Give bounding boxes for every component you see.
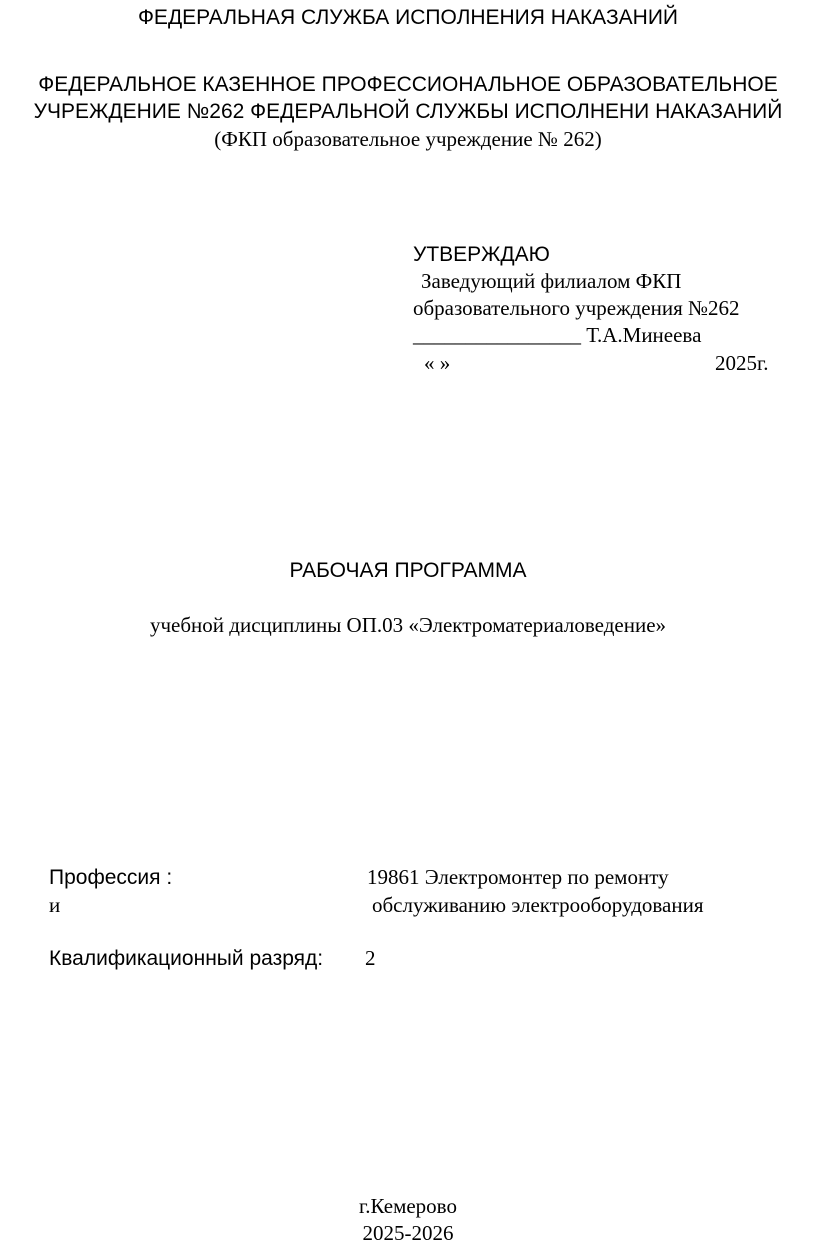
footer-city: г.Кемерово xyxy=(359,1194,457,1218)
profession-label-cont: и xyxy=(49,893,61,917)
signatory-name: Т.А.Минеева xyxy=(586,323,702,347)
approval-date-quotes: « » xyxy=(424,351,451,375)
profession-value-line1: 19861 Электромонтер по ремонту xyxy=(367,865,669,889)
qualification-value: 2 xyxy=(365,946,376,970)
profession-value-line2: обслуживанию электрооборудования xyxy=(372,893,704,917)
discipline-name: учебной дисциплины ОП.03 «Электроматериаловедение» xyxy=(149,613,667,637)
institution-name-line2: УЧРЕЖДЕНИЕ №262 ФЕДЕРАЛЬНОЙ СЛУЖБЫ ИСПОЛНЕНИ НАКАЗАНИЙ xyxy=(33,100,783,123)
approval-title: УТВЕРЖДАЮ xyxy=(413,243,550,266)
institution-short-name: (ФКП образовательное учреждение № 262) xyxy=(214,127,602,151)
footer-years: 2025-2026 xyxy=(362,1221,454,1245)
qualification-label: Квалификационный разряд: xyxy=(49,947,324,970)
agency-title: ФЕДЕРАЛЬНАЯ СЛУЖБА ИСПОЛНЕНИЯ НАКАЗАНИЙ xyxy=(137,6,679,29)
signature-line xyxy=(413,322,701,349)
profession-label: Профессия : xyxy=(49,866,173,889)
approval-year: 2025г. xyxy=(715,351,769,375)
institution-name-line1: ФЕДЕРАЛЬНОЕ КАЗЕННОЕ ПРОФЕССИОНАЛЬНОЕ ОБРАЗОВАТЕЛЬНОЕ xyxy=(38,73,778,96)
program-title: РАБОЧАЯ ПРОГРАММА xyxy=(289,559,527,582)
signature-blank: ________________ xyxy=(413,323,581,347)
approval-position-line1: Заведующий филиалом ФКП xyxy=(421,269,682,293)
approval-position-line2: образовательного учреждения №262 xyxy=(413,296,740,320)
